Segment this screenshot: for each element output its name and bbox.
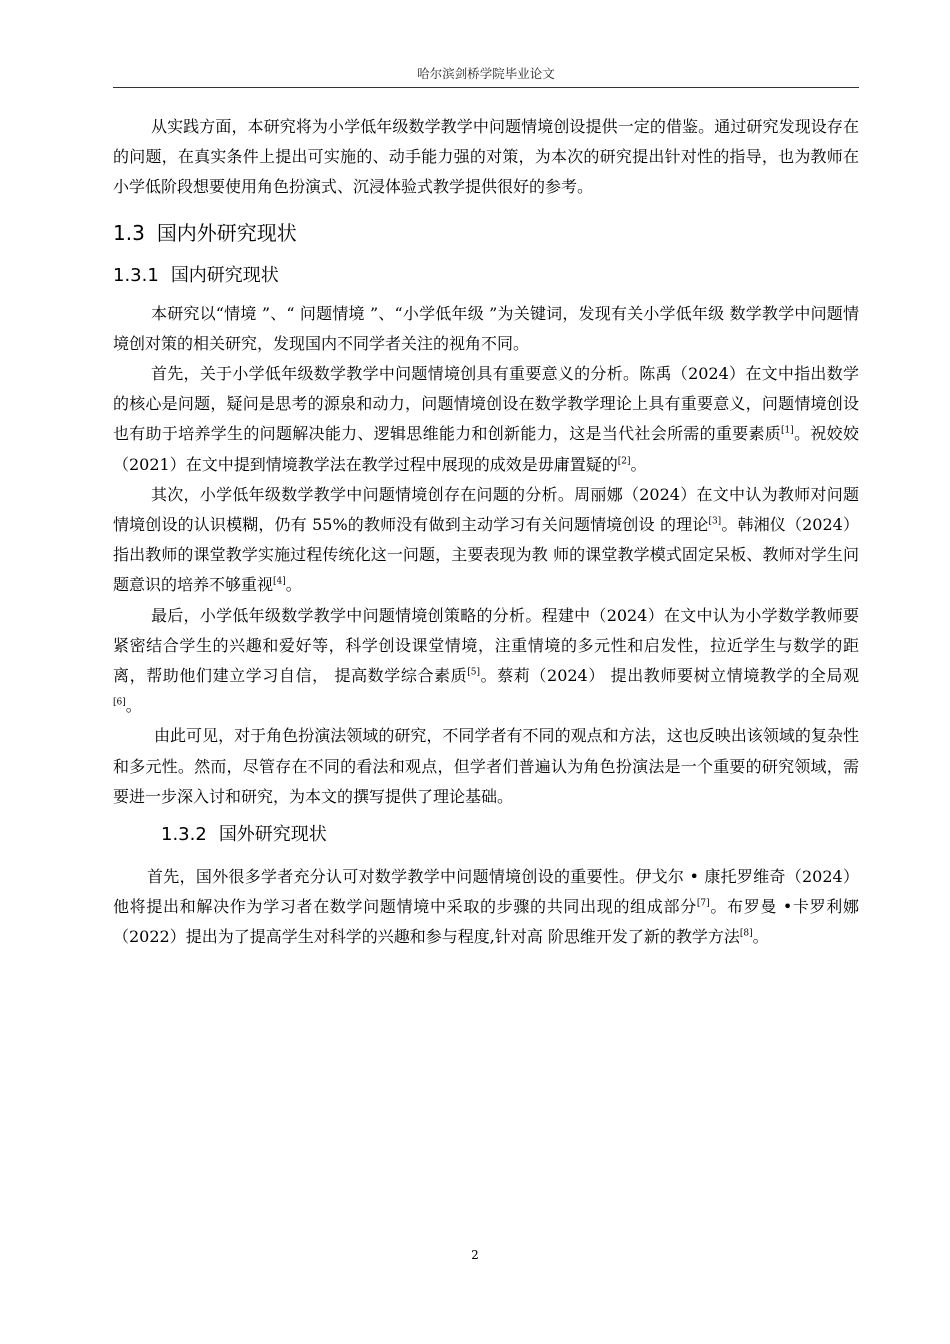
text-run: 。 [125, 696, 142, 716]
citation-ref: [5] [467, 667, 481, 678]
heading-number: 1.3.2 [161, 824, 207, 846]
text-run: 。布罗曼 •卡罗利娜（2022）提出为了提高学生对科学的兴趣和参与程度,针对高 阶思维开发了新的教学方法 [113, 897, 859, 947]
citation-ref: [6] [113, 697, 126, 708]
heading-title: 国内外研究现状 [156, 220, 297, 245]
text-run: 最后，小学低年级数学教学中问题情境创策略的分析。程建中（2024）在文中认为小学数学教师要紧密结合学生的兴趣和爱好等，科学创设课堂情境，注重情境的多元性和启发性，拉近学生与数学的距离，帮助他们建立学习自信， 提高数学综合素质 [113, 605, 859, 686]
paragraph-foreign [113, 862, 859, 953]
citation-ref: [2] [617, 456, 631, 467]
heading-title: 国内研究现状 [170, 264, 279, 286]
heading-1-3-1 [113, 261, 859, 287]
citation-ref: [7] [696, 898, 710, 909]
text-run: 首先，关于小学低年级数学教学中问题情境创具有重要意义的分析。陈禹（2024）在文中指出数学的核心是问题，疑问是思考的源泉和动力，问题情境创设在数学教学理论上具有重要意义，问题情境创设也有助于培养学生的问题解决能力、逻辑思维能力和创新能力，这是当代社会所需的重要素质 [113, 364, 859, 444]
heading-1-3 [113, 217, 859, 246]
text-run: 首先，国外很多学者充分认可对数学教学中问题情境创设的重要性。伊戈尔 • 康托罗维奇（2024）他将提出和解决作为学习者在数学问题情境中采取的步骤的共同出现的组成部分 [113, 867, 859, 917]
text-run: 。蔡莉（2024） 提出教师要树立情境教学的全局观 [480, 666, 859, 686]
paragraph-strategies [113, 601, 859, 722]
heading-title: 国外研究现状 [218, 824, 327, 846]
text-run: 。祝姣姣（2021）在文中提到情境教学法在教学过程中展现的成效是毋庸置疑的 [113, 424, 859, 474]
text-run: 。 [752, 927, 769, 947]
running-header: 哈尔滨剑桥学院毕业论文 [417, 66, 555, 81]
header-divider [113, 87, 859, 88]
heading-1-3-2 [113, 820, 859, 846]
text-run: 。 [630, 454, 647, 474]
paragraph-keywords: 本研究以“情境 ”、“ 问题情境 ”、“小学低年级 ”为关键词，发现有关小学低年级 数学教学中问题情境创对策的相关研究，发现国内不同学者关注的视角不同。 [113, 303, 859, 353]
text-run: 。韩湘仪（2024）指出教师的课堂教学实施过程传统化这一问题，主要表现为教 师的课堂教学模式固定呆板、教师对学生问题意识的培养不够重视 [113, 515, 859, 595]
page-body [113, 112, 859, 953]
heading-number: 1.3.1 [113, 264, 159, 286]
heading-number: 1.3 [113, 220, 145, 245]
page-number: 2 [471, 1248, 479, 1262]
paragraph-summary: 由此可见，对于角色扮演法领域的研究，不同学者有不同的观点和方法，这也反映出该领域的复杂性和多元性。然而，尽管存在不同的看法和观点，但学者们普遍认为角色扮演法是一个重要的研究领域，需要进一步深入讨和研究，为本文的撰写提供了理论基础。 [113, 726, 859, 806]
paragraph-problems [113, 480, 859, 601]
paragraph-significance [113, 359, 859, 480]
citation-ref: [3] [708, 516, 722, 527]
citation-ref: [8] [739, 929, 753, 940]
text-run: 。 [285, 575, 302, 595]
text-run: 其次，小学低年级数学教学中问题情境创存在问题的分析。周丽娜（2024）在文中认为教师对问题情境创设的认识模糊，仍有 55%的教师没有做到主动学习有关问题情境创设 的理论 [113, 484, 859, 535]
citation-ref: [4] [273, 577, 286, 588]
paragraph-practice: 从实践方面，本研究将为小学低年级数学教学中问题情境创设提供一定的借鉴。通过研究发现设存在的问题，在真实条件上提出可实施的、动手能力强的对策，为本次的研究提出针对性的指导，也为教师在小学低阶段想要使用角色扮演式、沉浸体验式教学提供很好的参考。 [113, 117, 859, 197]
citation-ref: [1] [781, 426, 794, 437]
